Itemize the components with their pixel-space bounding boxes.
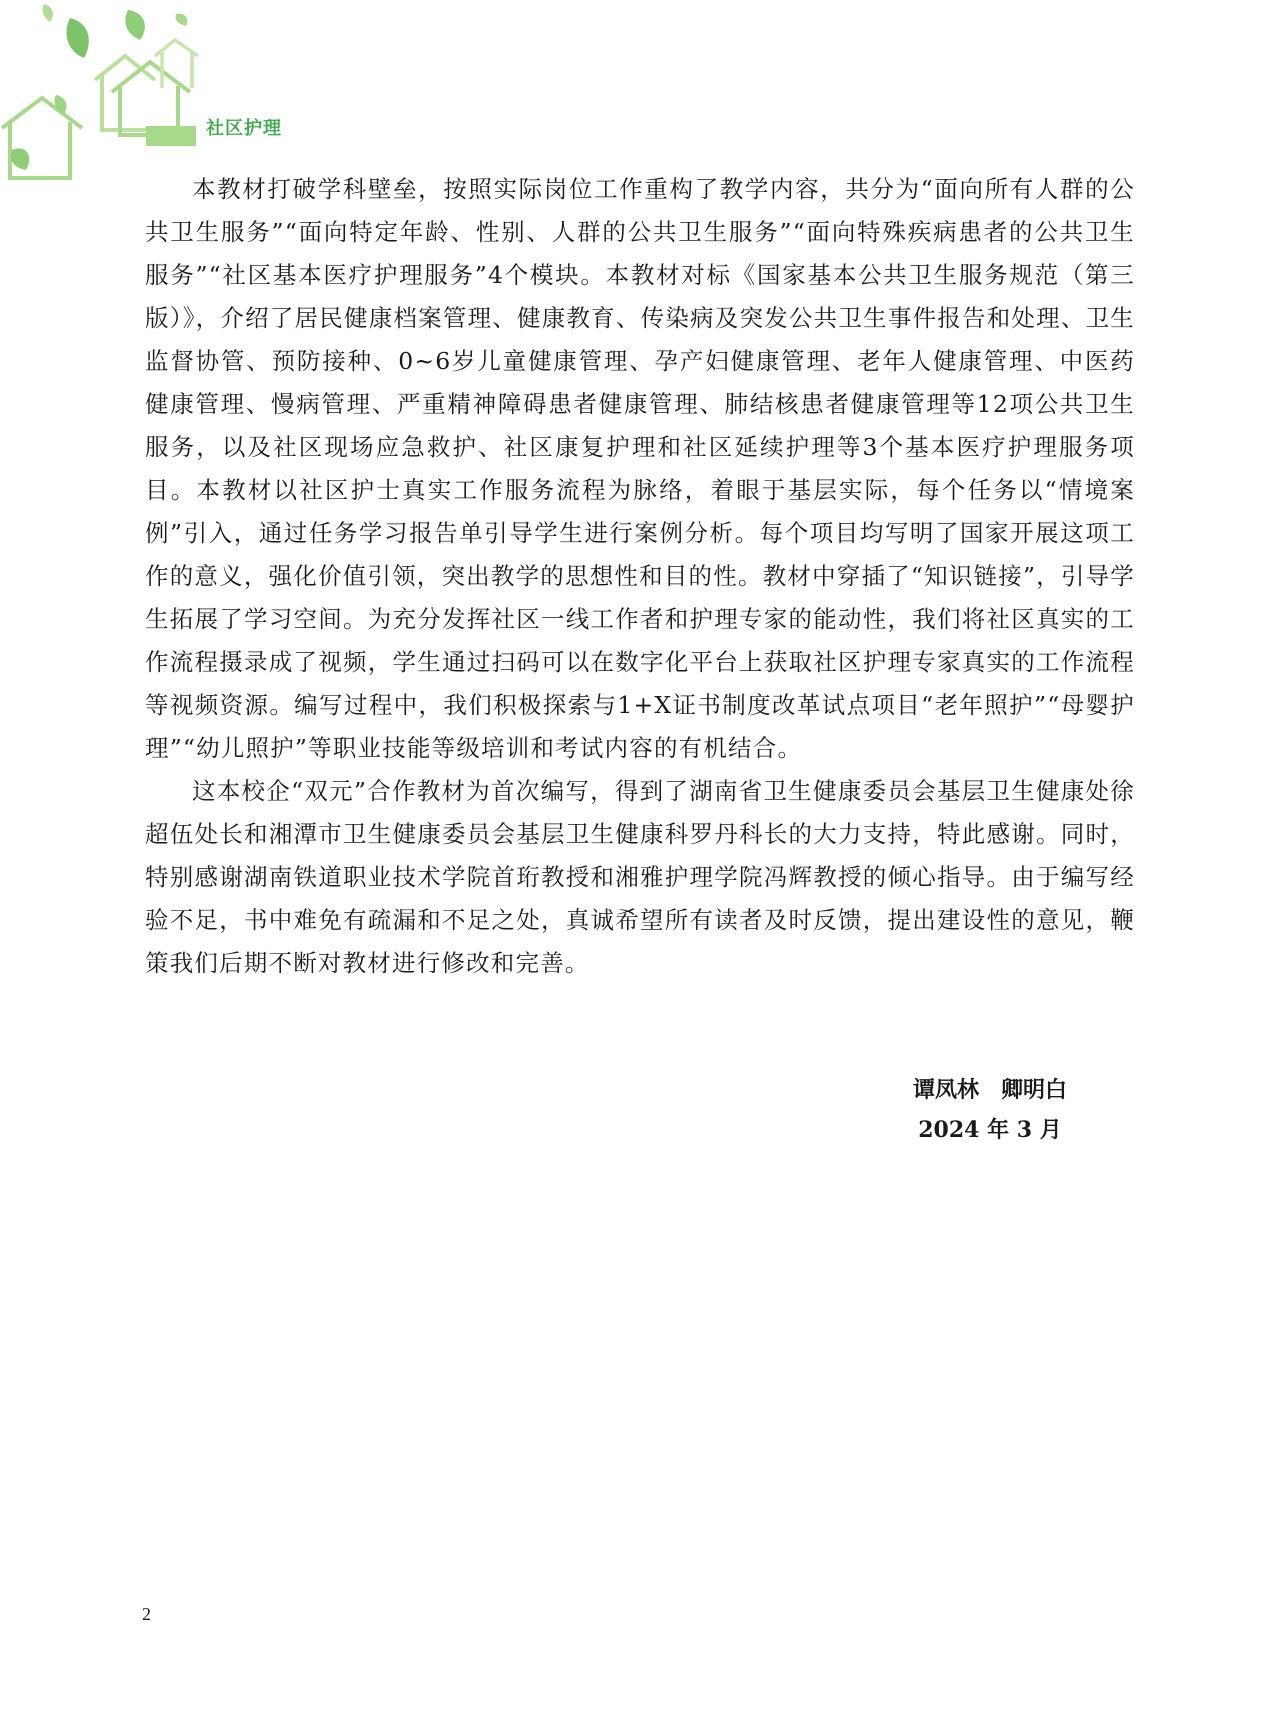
paragraph: 本教材打破学科壁垒，按照实际岗位工作重构了教学内容，共分为“面向所有人群的公共卫生服务”“面向特定年龄、性别、人群的公共卫生服务”“面向特殊疾病患者的公共卫生服务”“社区基本医疗护理服务”4个模块。本教材对标《国家基本公共卫生服务规范（第三版）》，介绍了居民健康档案管理、健康教育、传染病及突发公共卫生事件报告和处理、卫生监督协管、预防接种、0~6岁儿童健康管理、孕产妇健康管理、老年人健康管理、中医药健康管理、慢病管理、严重精神障碍患者健康管理、肺结核患者健康管理等12项公共卫生服务，以及社区现场应急救护、社区康复护理和社区延续护理等3个基本医疗护理服务项目。本教材以社区护士真实工作服务流程为脉络，着眼于基层实际，每个任务以“情境案例”引入，通过任务学习报告单引导学生进行案例分析。每个项目均写明了国家开展这项工作的意义，强化价值引领，突出教学的思想性和目的性。教材中穿插了“知识链接”，引导学生拓展了学习空间。为充分发挥社区一线工作者和护理专家的能动性，我们将社区真实的工作流程摄录成了视频，学生通过扫码可以在数字化平台上获取社区护理专家真实的工作流程等视频资源。编写过程中，我们积极探索与1+X证书制度改革试点项目“老年照护”“母婴护理”“幼儿照护”等职业技能等级培训和考试内容的有机结合。 [145, 175, 1135, 762]
page-number: 2 [142, 1604, 151, 1624]
section-label: 社区护理 [206, 118, 282, 139]
body-text [145, 168, 1135, 985]
header-decoration [0, 0, 320, 190]
leaf-icon [66, 18, 88, 58]
leaf-icon [175, 14, 187, 26]
house-icon [112, 62, 190, 135]
leaf-icon [11, 148, 29, 170]
house-icon [2, 98, 82, 178]
signature-date: 2024 年 3 月 [918, 1117, 1062, 1143]
signature-block [870, 1070, 1110, 1150]
leaf-icon [125, 10, 145, 40]
author-names: 谭凤林 卿明白 [912, 1077, 1067, 1103]
leaf-icon [42, 4, 52, 22]
header-bar [146, 126, 196, 146]
paragraph: 这本校企“双元”合作教材为首次编写，得到了湖南省卫生健康委员会基层卫生健康处徐超伍处长和湘潭市卫生健康委员会基层卫生健康科罗丹科长的大力支持，特此感谢。同时，特别感谢湖南铁道职业技术学院首珩教授和湘雅护理学院冯辉教授的倾心指导。由于编写经验不足，书中难免有疏漏和不足之处，真诚希望所有读者及时反馈，提出建设性的意见，鞭策我们后期不断对教材进行修改和完善。 [145, 777, 1135, 977]
